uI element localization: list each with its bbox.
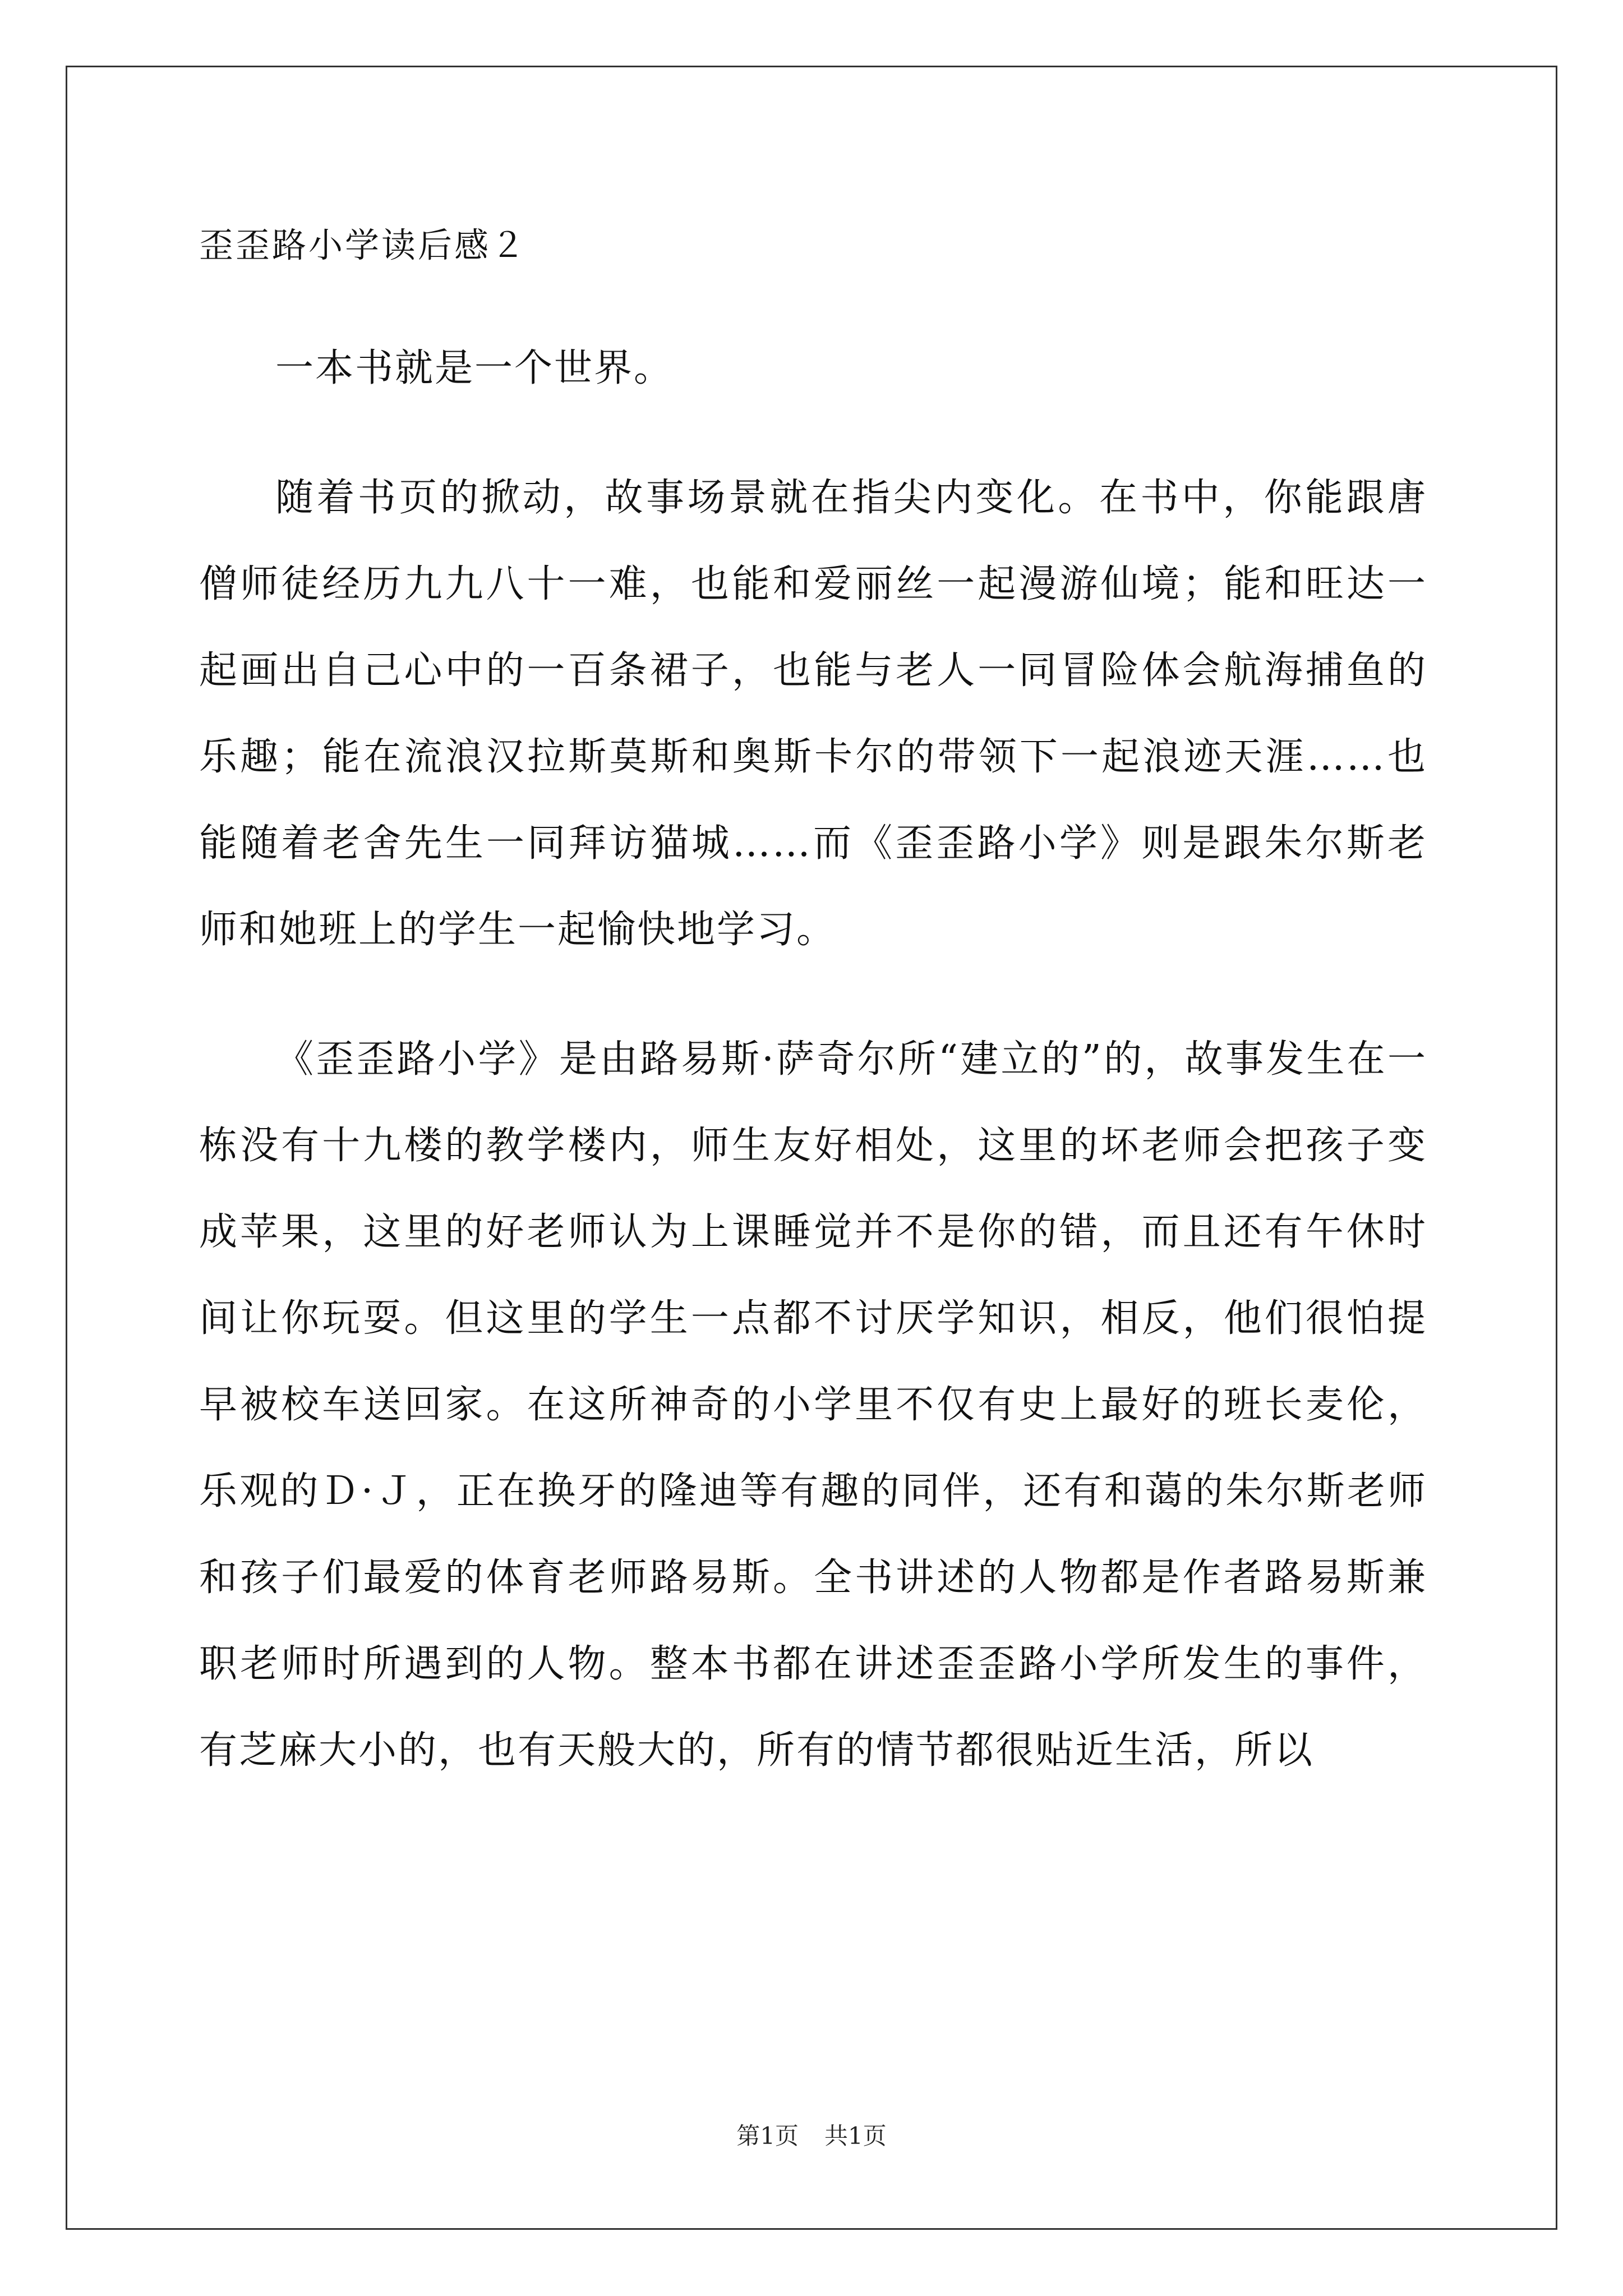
- document-body: [199, 218, 1427, 1837]
- paragraph: 一本书就是一个世界。: [275, 346, 674, 390]
- page-number-current: 第1页: [736, 2122, 799, 2150]
- paragraph: 随着书页的掀动，故事场景就在指尖内变化。在书中，你能跟唐僧师徒经历九九八十一难，也能和爱丽丝一起漫游仙境；能和旺达一起画出自己心中的一百条裙子，也能与老人一同冒险体会航海捕鱼的乐趣；能在流浪汉拉斯莫斯和奥斯卡尔的带领下一起浪迹天涯……也能随着老舍先生一同拜访猫城……而《歪歪路小学》则是跟朱尔斯老师和她班上的学生一起愉快地学习。: [199, 476, 1427, 952]
- paragraph: 《歪歪路小学》是由路易斯·萨奇尔所“建立的”的，故事发生在一栋没有十九楼的教学楼内，师生友好相处，这里的坏老师会把孩子变成苹果，这里的好老师认为上课睡觉并不是你的错，而且还有午休时间让你玩耍。但这里的学生一点都不讨厌学知识，相反，他们很怕提早被校车送回家。在这所神奇的小学里不仅有史上最好的班长麦伦，乐观的Ｄ·Ｊ，正在换牙的隆迪等有趣的同伴，还有和蔼的朱尔斯老师和孩子们最爱的体育老师路易斯。全书讲述的人物都是作者路易斯兼职老师时所遇到的人物。整本书都在讲述歪歪路小学所发生的事件，有芝麻大小的，也有天般大的，所有的情节都很贴近生活，所以: [199, 1037, 1427, 1773]
- page-footer: [0, 2119, 1623, 2153]
- page-number-total: 共1页: [824, 2122, 887, 2150]
- document-title: 歪歪路小学读后感２: [199, 226, 528, 265]
